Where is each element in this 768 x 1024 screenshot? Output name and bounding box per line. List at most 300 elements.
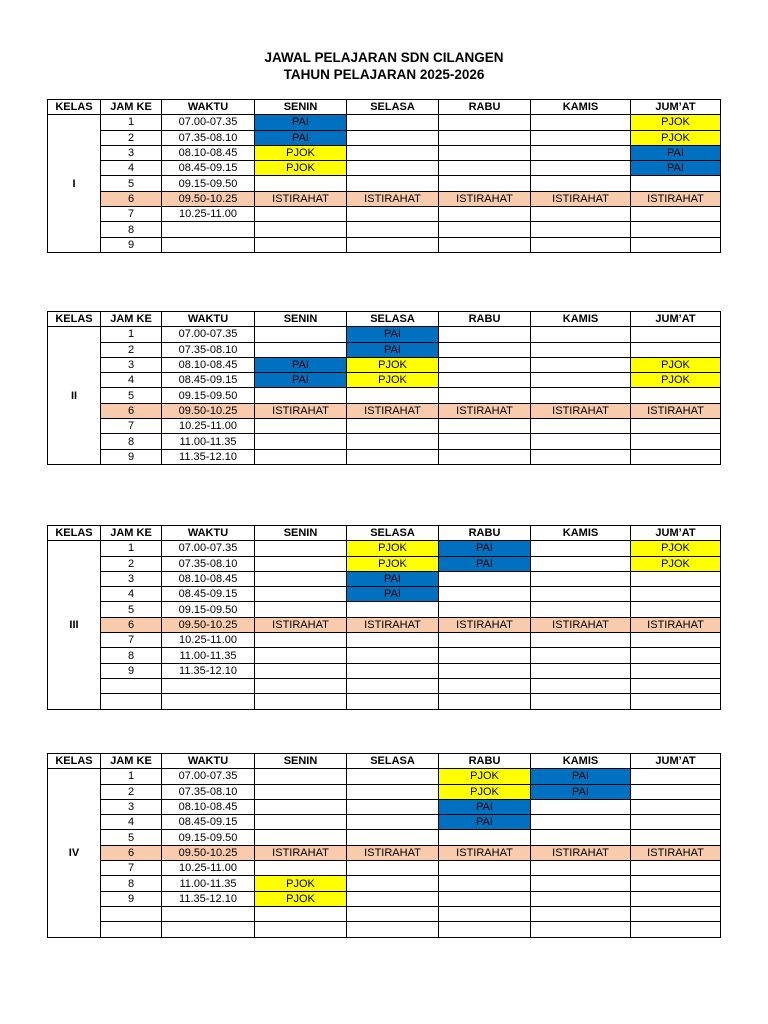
waktu-cell: 08.10-08.45 — [162, 571, 255, 586]
subject-cell-rabu — [439, 678, 531, 693]
subject-cell-jumat — [631, 891, 721, 906]
subject-cell-kamis — [531, 876, 631, 891]
waktu-cell: 07.00-07.35 — [162, 115, 255, 130]
subject-cell-jumat: PJOK — [631, 556, 721, 571]
subject-cell-selasa — [347, 922, 439, 937]
subject-cell-rabu — [439, 130, 531, 145]
subject-cell-rabu — [439, 237, 531, 252]
header-jam-ke: JAM KE — [101, 754, 162, 769]
subject-cell-selasa — [347, 176, 439, 191]
waktu-cell: 10.25-11.00 — [162, 861, 255, 876]
subject-cell-senin — [255, 815, 347, 830]
subject-cell-selasa — [347, 799, 439, 814]
subject-cell-jumat — [631, 449, 721, 464]
subject-cell-senin — [255, 861, 347, 876]
subject-cell-kamis — [531, 648, 631, 663]
table-row — [48, 633, 721, 648]
waktu-cell: 09.50-10.25 — [162, 403, 255, 418]
jam-ke-cell: 6 — [101, 191, 162, 206]
subject-cell-selasa — [347, 815, 439, 830]
subject-cell-kamis — [531, 541, 631, 556]
subject-cell-senin: PJOK — [255, 161, 347, 176]
header-row — [48, 100, 721, 115]
waktu-cell — [162, 694, 255, 709]
jam-ke-cell: 8 — [101, 648, 162, 663]
subject-cell-jumat — [631, 434, 721, 449]
header-senin: SENIN — [255, 312, 347, 327]
subject-cell-kamis: ISTIRAHAT — [531, 191, 631, 206]
subject-cell-rabu — [439, 449, 531, 464]
jam-ke-cell: 7 — [101, 207, 162, 222]
header-kelas: KELAS — [48, 754, 101, 769]
subject-cell-jumat: PJOK — [631, 373, 721, 388]
subject-cell-kamis — [531, 115, 631, 130]
waktu-cell — [162, 906, 255, 921]
subject-cell-selasa — [347, 861, 439, 876]
subject-cell-senin — [255, 207, 347, 222]
subject-cell-jumat — [631, 648, 721, 663]
subject-cell-kamis — [531, 861, 631, 876]
jam-ke-cell: 6 — [101, 617, 162, 632]
jam-ke-cell: 1 — [101, 115, 162, 130]
table-row — [48, 694, 721, 709]
subject-cell-kamis — [531, 830, 631, 845]
table-row — [48, 161, 721, 176]
subject-cell-selasa: ISTIRAHAT — [347, 617, 439, 632]
subject-cell-senin — [255, 694, 347, 709]
waktu-cell: 09.50-10.25 — [162, 191, 255, 206]
waktu-cell: 09.50-10.25 — [162, 845, 255, 860]
subject-cell-selasa — [347, 434, 439, 449]
subject-cell-rabu: PJOK — [439, 784, 531, 799]
table-row — [48, 191, 721, 206]
header-selasa: SELASA — [347, 100, 439, 115]
subject-cell-selasa — [347, 906, 439, 921]
subject-cell-rabu — [439, 207, 531, 222]
subject-cell-kamis — [531, 419, 631, 434]
subject-cell-kamis — [531, 906, 631, 921]
subject-cell-senin — [255, 633, 347, 648]
subject-cell-selasa — [347, 237, 439, 252]
waktu-cell — [162, 678, 255, 693]
subject-cell-jumat — [631, 876, 721, 891]
header-waktu: WAKTU — [162, 754, 255, 769]
subject-cell-rabu — [439, 830, 531, 845]
subject-cell-selasa: PAI — [347, 587, 439, 602]
subject-cell-selasa: PAI — [347, 571, 439, 586]
jam-ke-cell: 6 — [101, 845, 162, 860]
subject-cell-selasa — [347, 648, 439, 663]
subject-cell-kamis — [531, 161, 631, 176]
jam-ke-cell: 7 — [101, 633, 162, 648]
subject-cell-rabu — [439, 419, 531, 434]
jam-ke-cell: 2 — [101, 784, 162, 799]
table-row — [48, 617, 721, 632]
subject-cell-rabu — [439, 876, 531, 891]
subject-cell-jumat — [631, 663, 721, 678]
document-title: JAWAL PELAJARAN SDN CILANGEN — [264, 50, 504, 65]
subject-cell-rabu: PJOK — [439, 769, 531, 784]
table-row — [48, 403, 721, 418]
subject-cell-jumat: PAI — [631, 145, 721, 160]
subject-cell-rabu: ISTIRAHAT — [439, 191, 531, 206]
subject-cell-rabu — [439, 434, 531, 449]
header-kelas: KELAS — [48, 526, 101, 541]
jam-ke-cell: 8 — [101, 434, 162, 449]
subject-cell-kamis — [531, 663, 631, 678]
subject-cell-senin — [255, 342, 347, 357]
table-row — [48, 357, 721, 372]
subject-cell-jumat — [631, 678, 721, 693]
table-row — [48, 115, 721, 130]
subject-cell-rabu — [439, 145, 531, 160]
header-senin: SENIN — [255, 754, 347, 769]
subject-cell-selasa — [347, 419, 439, 434]
subject-cell-senin: PAI — [255, 357, 347, 372]
subject-cell-kamis — [531, 633, 631, 648]
table-row — [48, 541, 721, 556]
subject-cell-rabu: ISTIRAHAT — [439, 617, 531, 632]
subject-cell-senin — [255, 587, 347, 602]
subject-cell-rabu: ISTIRAHAT — [439, 845, 531, 860]
document-subtitle: TAHUN PELAJARAN 2025-2026 — [283, 67, 485, 82]
subject-cell-senin: PAI — [255, 115, 347, 130]
subject-cell-selasa — [347, 207, 439, 222]
subject-cell-kamis — [531, 388, 631, 403]
subject-cell-kamis: ISTIRAHAT — [531, 845, 631, 860]
table-row — [48, 145, 721, 160]
subject-cell-senin — [255, 678, 347, 693]
jam-ke-cell: 5 — [101, 176, 162, 191]
jam-ke-cell — [101, 678, 162, 693]
waktu-cell: 08.10-08.45 — [162, 145, 255, 160]
subject-cell-kamis — [531, 587, 631, 602]
subject-cell-rabu — [439, 906, 531, 921]
waktu-cell: 07.35-08.10 — [162, 784, 255, 799]
subject-cell-senin — [255, 419, 347, 434]
subject-cell-rabu — [439, 891, 531, 906]
subject-cell-rabu — [439, 357, 531, 372]
subject-cell-jumat — [631, 587, 721, 602]
subject-cell-kamis — [531, 449, 631, 464]
jam-ke-cell: 3 — [101, 799, 162, 814]
header-senin: SENIN — [255, 100, 347, 115]
table-row — [48, 434, 721, 449]
header-selasa: SELASA — [347, 754, 439, 769]
subject-cell-senin — [255, 906, 347, 921]
subject-cell-rabu — [439, 602, 531, 617]
header-selasa: SELASA — [347, 526, 439, 541]
subject-cell-selasa: PJOK — [347, 373, 439, 388]
subject-cell-selasa — [347, 633, 439, 648]
subject-cell-senin: PAI — [255, 130, 347, 145]
subject-cell-selasa — [347, 830, 439, 845]
schedule-table-kelas-4 — [47, 753, 721, 938]
waktu-cell: 08.45-09.15 — [162, 161, 255, 176]
subject-cell-jumat — [631, 906, 721, 921]
subject-cell-rabu — [439, 327, 531, 342]
subject-cell-kamis — [531, 571, 631, 586]
table-row — [48, 876, 721, 891]
jam-ke-cell: 1 — [101, 327, 162, 342]
waktu-cell: 07.00-07.35 — [162, 769, 255, 784]
header-jumat: JUM’AT — [631, 100, 721, 115]
subject-cell-kamis — [531, 357, 631, 372]
waktu-cell: 08.45-09.15 — [162, 587, 255, 602]
jam-ke-cell: 7 — [101, 419, 162, 434]
header-kelas: KELAS — [48, 100, 101, 115]
subject-cell-jumat — [631, 342, 721, 357]
subject-cell-jumat — [631, 769, 721, 784]
subject-cell-senin — [255, 449, 347, 464]
jam-ke-cell: 3 — [101, 357, 162, 372]
subject-cell-jumat: ISTIRAHAT — [631, 845, 721, 860]
subject-cell-selasa — [347, 876, 439, 891]
jam-ke-cell: 5 — [101, 830, 162, 845]
subject-cell-selasa — [347, 145, 439, 160]
jam-ke-cell: 6 — [101, 403, 162, 418]
jam-ke-cell: 9 — [101, 891, 162, 906]
subject-cell-kamis — [531, 130, 631, 145]
table-row — [48, 587, 721, 602]
table-row — [48, 556, 721, 571]
subject-cell-senin — [255, 784, 347, 799]
waktu-cell: 07.35-08.10 — [162, 556, 255, 571]
header-senin: SENIN — [255, 526, 347, 541]
subject-cell-selasa — [347, 449, 439, 464]
jam-ke-cell — [101, 694, 162, 709]
header-jumat: JUM’AT — [631, 526, 721, 541]
subject-cell-selasa — [347, 891, 439, 906]
subject-cell-rabu: PAI — [439, 799, 531, 814]
subject-cell-senin — [255, 434, 347, 449]
waktu-cell: 08.45-09.15 — [162, 815, 255, 830]
table-row — [48, 769, 721, 784]
subject-cell-rabu — [439, 587, 531, 602]
subject-cell-senin — [255, 237, 347, 252]
header-row — [48, 526, 721, 541]
subject-cell-rabu — [439, 571, 531, 586]
waktu-cell: 11.35-12.10 — [162, 449, 255, 464]
subject-cell-jumat — [631, 633, 721, 648]
subject-cell-kamis — [531, 891, 631, 906]
header-kamis: KAMIS — [531, 312, 631, 327]
subject-cell-kamis — [531, 373, 631, 388]
table-row — [48, 861, 721, 876]
jam-ke-cell: 9 — [101, 237, 162, 252]
subject-cell-jumat: PJOK — [631, 541, 721, 556]
subject-cell-jumat — [631, 815, 721, 830]
subject-cell-selasa: ISTIRAHAT — [347, 845, 439, 860]
jam-ke-cell: 1 — [101, 541, 162, 556]
subject-cell-senin: ISTIRAHAT — [255, 845, 347, 860]
subject-cell-senin — [255, 388, 347, 403]
schedule-table-kelas-1 — [47, 99, 721, 253]
kelas-cell: II — [48, 327, 101, 465]
jam-ke-cell: 7 — [101, 861, 162, 876]
subject-cell-kamis — [531, 678, 631, 693]
subject-cell-senin: PAI — [255, 373, 347, 388]
jam-ke-cell: 8 — [101, 876, 162, 891]
table-row — [48, 373, 721, 388]
table-row — [48, 815, 721, 830]
waktu-cell: 10.25-11.00 — [162, 633, 255, 648]
subject-cell-selasa — [347, 784, 439, 799]
subject-cell-rabu — [439, 176, 531, 191]
table-row — [48, 342, 721, 357]
subject-cell-selasa — [347, 694, 439, 709]
header-row — [48, 312, 721, 327]
waktu-cell: 09.50-10.25 — [162, 617, 255, 632]
subject-cell-kamis — [531, 207, 631, 222]
table-row — [48, 830, 721, 845]
subject-cell-rabu — [439, 694, 531, 709]
subject-cell-senin: ISTIRAHAT — [255, 617, 347, 632]
header-jam-ke: JAM KE — [101, 526, 162, 541]
subject-cell-rabu — [439, 388, 531, 403]
subject-cell-senin: PJOK — [255, 891, 347, 906]
jam-ke-cell: 8 — [101, 222, 162, 237]
table-row — [48, 602, 721, 617]
subject-cell-selasa — [347, 602, 439, 617]
subject-cell-senin — [255, 663, 347, 678]
jam-ke-cell: 4 — [101, 815, 162, 830]
subject-cell-rabu: PAI — [439, 541, 531, 556]
subject-cell-jumat — [631, 830, 721, 845]
table-row — [48, 207, 721, 222]
waktu-cell: 08.45-09.15 — [162, 373, 255, 388]
subject-cell-selasa: PJOK — [347, 556, 439, 571]
subject-cell-jumat: PJOK — [631, 115, 721, 130]
header-waktu: WAKTU — [162, 526, 255, 541]
table-row — [48, 419, 721, 434]
subject-cell-kamis — [531, 602, 631, 617]
jam-ke-cell: 5 — [101, 602, 162, 617]
table-row — [48, 237, 721, 252]
subject-cell-kamis — [531, 434, 631, 449]
waktu-cell — [162, 922, 255, 937]
subject-cell-kamis — [531, 145, 631, 160]
subject-cell-kamis — [531, 237, 631, 252]
jam-ke-cell: 2 — [101, 342, 162, 357]
subject-cell-kamis — [531, 327, 631, 342]
table-row — [48, 176, 721, 191]
table-row — [48, 922, 721, 937]
header-kamis: KAMIS — [531, 754, 631, 769]
subject-cell-rabu — [439, 161, 531, 176]
header-kelas: KELAS — [48, 312, 101, 327]
waktu-cell: 11.00-11.35 — [162, 648, 255, 663]
subject-cell-senin — [255, 830, 347, 845]
subject-cell-selasa — [347, 663, 439, 678]
subject-cell-senin — [255, 222, 347, 237]
header-waktu: WAKTU — [162, 312, 255, 327]
table-row — [48, 906, 721, 921]
header-selasa: SELASA — [347, 312, 439, 327]
subject-cell-jumat — [631, 784, 721, 799]
header-rabu: RABU — [439, 526, 531, 541]
subject-cell-jumat: ISTIRAHAT — [631, 191, 721, 206]
waktu-cell: 09.15-09.50 — [162, 176, 255, 191]
subject-cell-selasa — [347, 222, 439, 237]
subject-cell-senin: ISTIRAHAT — [255, 403, 347, 418]
subject-cell-rabu: PAI — [439, 815, 531, 830]
subject-cell-senin — [255, 648, 347, 663]
subject-cell-kamis: ISTIRAHAT — [531, 617, 631, 632]
subject-cell-kamis — [531, 176, 631, 191]
subject-cell-jumat — [631, 207, 721, 222]
waktu-cell: 07.35-08.10 — [162, 342, 255, 357]
subject-cell-selasa: PJOK — [347, 357, 439, 372]
kelas-cell: III — [48, 541, 101, 709]
subject-cell-senin: PJOK — [255, 145, 347, 160]
subject-cell-rabu — [439, 633, 531, 648]
jam-ke-cell: 5 — [101, 388, 162, 403]
subject-cell-jumat — [631, 571, 721, 586]
jam-ke-cell — [101, 922, 162, 937]
subject-cell-selasa — [347, 678, 439, 693]
waktu-cell: 10.25-11.00 — [162, 207, 255, 222]
jam-ke-cell: 4 — [101, 161, 162, 176]
jam-ke-cell: 3 — [101, 145, 162, 160]
schedule-table-kelas-3 — [47, 525, 721, 710]
header-kamis: KAMIS — [531, 526, 631, 541]
waktu-cell: 09.15-09.50 — [162, 830, 255, 845]
subject-cell-selasa — [347, 161, 439, 176]
subject-cell-jumat — [631, 327, 721, 342]
table-row — [48, 891, 721, 906]
header-waktu: WAKTU — [162, 100, 255, 115]
subject-cell-kamis: ISTIRAHAT — [531, 403, 631, 418]
subject-cell-rabu — [439, 663, 531, 678]
schedule-table-kelas-2 — [47, 311, 721, 465]
subject-cell-rabu — [439, 222, 531, 237]
subject-cell-kamis — [531, 922, 631, 937]
header-kamis: KAMIS — [531, 100, 631, 115]
subject-cell-rabu — [439, 115, 531, 130]
waktu-cell: 08.10-08.45 — [162, 357, 255, 372]
subject-cell-jumat — [631, 922, 721, 937]
subject-cell-jumat — [631, 694, 721, 709]
header-rabu: RABU — [439, 754, 531, 769]
table-row — [48, 388, 721, 403]
table-row — [48, 327, 721, 342]
table-row — [48, 845, 721, 860]
waktu-cell: 11.35-12.10 — [162, 663, 255, 678]
subject-cell-jumat: ISTIRAHAT — [631, 617, 721, 632]
header-jam-ke: JAM KE — [101, 100, 162, 115]
subject-cell-rabu — [439, 342, 531, 357]
subject-cell-jumat: ISTIRAHAT — [631, 403, 721, 418]
subject-cell-senin: PJOK — [255, 876, 347, 891]
waktu-cell: 07.00-07.35 — [162, 327, 255, 342]
header-rabu: RABU — [439, 100, 531, 115]
subject-cell-kamis — [531, 222, 631, 237]
subject-cell-selasa — [347, 115, 439, 130]
subject-cell-jumat — [631, 388, 721, 403]
table-row — [48, 799, 721, 814]
subject-cell-senin — [255, 541, 347, 556]
kelas-cell: I — [48, 115, 101, 253]
table-row — [48, 678, 721, 693]
subject-cell-selasa: ISTIRAHAT — [347, 403, 439, 418]
table-row — [48, 648, 721, 663]
jam-ke-cell — [101, 906, 162, 921]
subject-cell-jumat — [631, 222, 721, 237]
subject-cell-jumat — [631, 602, 721, 617]
waktu-cell: 11.00-11.35 — [162, 434, 255, 449]
subject-cell-jumat — [631, 237, 721, 252]
